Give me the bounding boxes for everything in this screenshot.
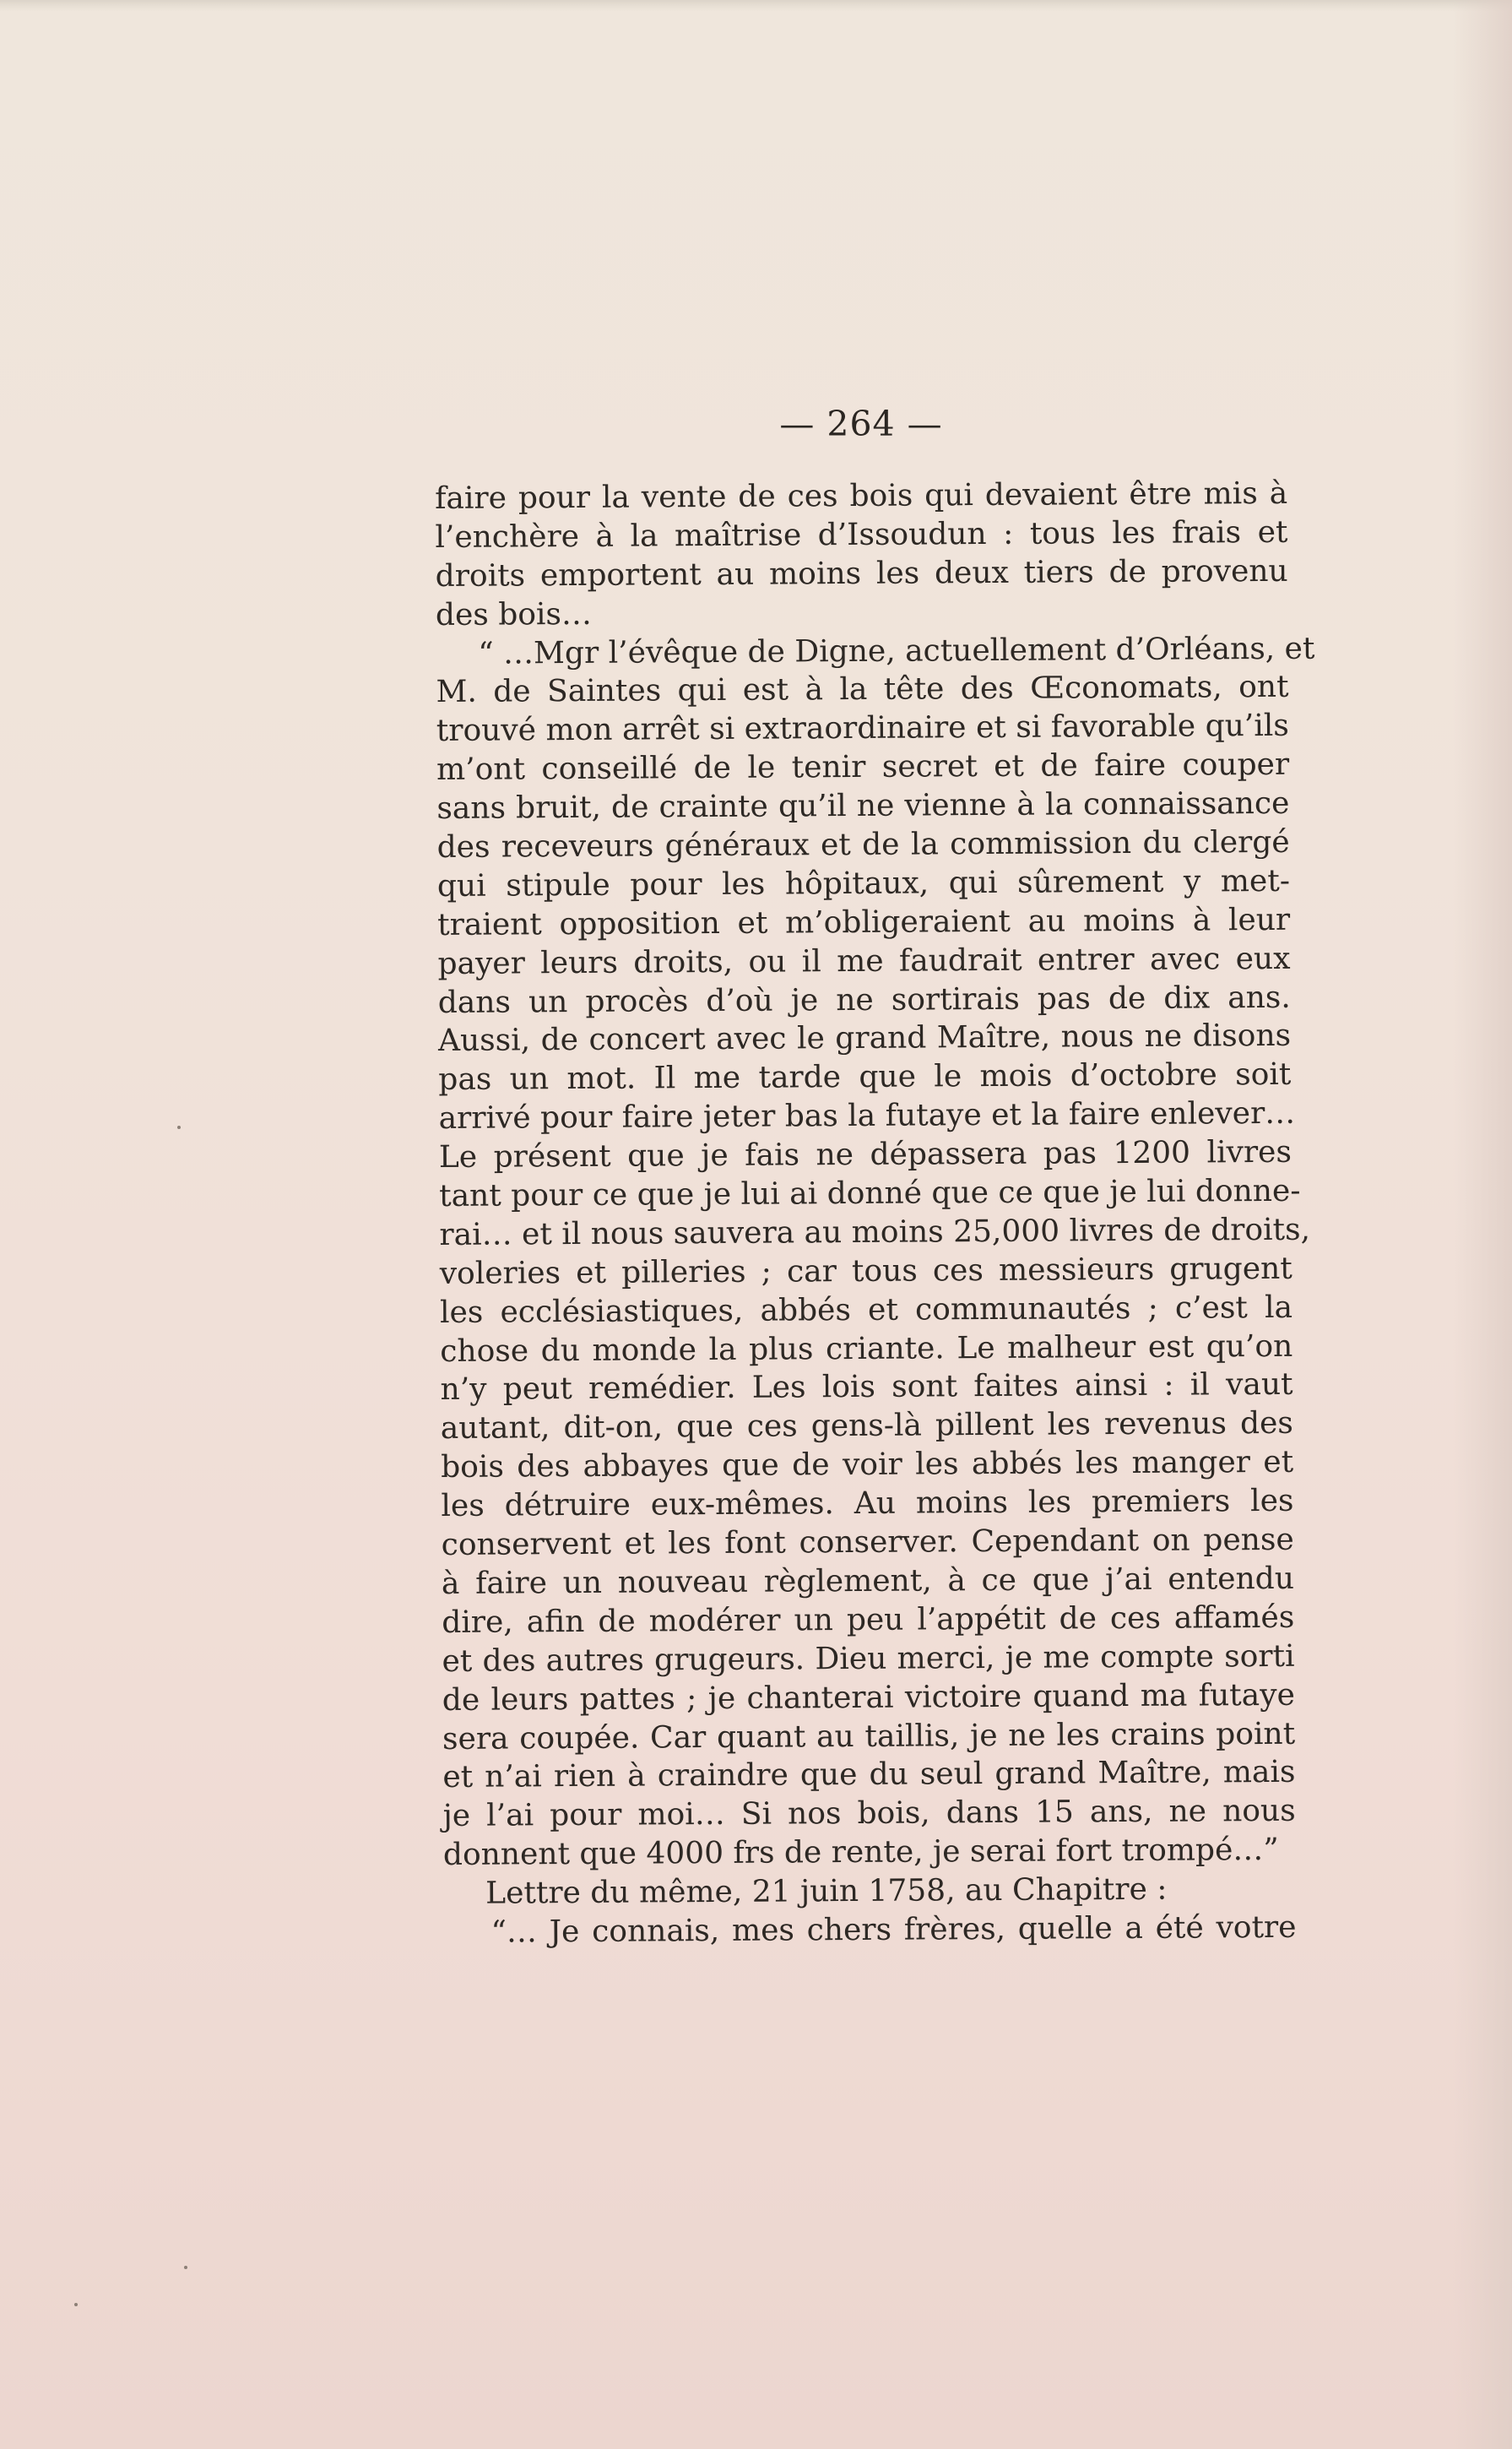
- text-line: tant pour ce que je lui ai donné que ce que je lui donne-: [439, 1173, 1301, 1214]
- text-line: payer leurs droits, ou il me faudrait entrer avec eux: [437, 941, 1291, 981]
- text-line: n’y peut remédier. Les lois sont faites ainsi : il vaut: [440, 1367, 1293, 1408]
- text-line: “ …Mgr l’évêque de Digne, actuellement d’Orléans, et: [478, 631, 1315, 671]
- paper-speck: [177, 1126, 181, 1129]
- text-line: dans un procès d’où je ne sortirais pas de dix ans.: [437, 980, 1291, 1020]
- text-line: autant, dit-on, que ces gens-là pillent les revenus des: [440, 1406, 1293, 1447]
- text-line: conservent et les font conserver. Cependant on pense: [441, 1522, 1294, 1563]
- page-gutter-shadow: [1453, 0, 1512, 2449]
- text-line: et n’ai rien à craindre que du seul grand Maître, mais: [442, 1755, 1296, 1795]
- text-line: qui stipule pour les hôpitaux, qui sûrement y met-: [436, 863, 1291, 904]
- text-line: chose du monde la plus criante. Le malheur est qu’on: [440, 1328, 1293, 1369]
- page-number: — 264 —: [779, 404, 943, 444]
- text-line: dire, afin de modérer un peu l’appétit de ces affamés: [442, 1599, 1295, 1640]
- text-line: traient opposition et m’obligeraient au moins à leur: [437, 902, 1291, 942]
- text-line: faire pour la vente de ces bois qui devaient être mis à: [435, 475, 1288, 516]
- page-top-edge: [0, 0, 1512, 12]
- text-line: sans bruit, de crainte qu’il ne vienne à la connaissance: [436, 785, 1290, 827]
- body-text: [435, 475, 1315, 1952]
- text-line: Le présent que je fais ne dépassera pas 1200 livres: [438, 1134, 1293, 1176]
- text-line: rai… et il nous sauvera au moins 25,000 livres de droits,: [439, 1212, 1311, 1252]
- text-line: des receveurs généraux et de la commission du clergé: [436, 824, 1290, 866]
- text-line: et des autres grugeurs. Dieu merci, je me compte sorti: [442, 1638, 1295, 1679]
- text-line: voleries et pilleries ; car tous ces messieurs grugent: [439, 1251, 1293, 1291]
- paper-speck: [184, 2266, 187, 2269]
- text-line: donnent que 4000 frs de rente, je serai fort trompé…”: [442, 1833, 1279, 1873]
- text-line: pas un mot. Il me tarde que le mois d’octobre soit: [438, 1057, 1292, 1098]
- text-line: “… Je connais, mes chers frères, quelle a été votre: [490, 1909, 1297, 1950]
- text-line: bois des abbayes que de voir les abbés les manger et: [441, 1445, 1294, 1485]
- paper-speck: [74, 2303, 78, 2306]
- text-line: des bois…: [435, 596, 593, 633]
- text-line: l’enchère à la maîtrise d’Issoudun : tous les frais et: [435, 514, 1288, 555]
- text-line: à faire un nouveau règlement, à ce que j’ai entendu: [441, 1561, 1295, 1601]
- text-line: m’ont conseillé de le tenir secret et de faire couper: [436, 747, 1290, 788]
- text-line: M. de Saintes qui est à la tête des Œconomats, ont: [436, 670, 1289, 710]
- text-line: je l’ai pour moi… Si nos bois, dans 15 ans, ne nous: [442, 1794, 1296, 1834]
- text-line: les détruire eux-mêmes. Au moins les premiers les: [441, 1483, 1294, 1524]
- text-line: les ecclésiastiques, abbés et communautés ; c’est la: [439, 1290, 1293, 1330]
- text-line: Aussi, de concert avec le grand Maître, nous ne disons: [437, 1018, 1292, 1059]
- text-line: Lettre du même, 21 juin 1758, au Chapitre :: [485, 1871, 1168, 1911]
- text-line: sera coupée. Car quant au taillis, je ne les crains point: [442, 1716, 1296, 1757]
- text-line: trouvé mon arrêt si extraordinaire et si favorable qu’ils: [436, 709, 1289, 749]
- text-line: arrivé pour faire jeter bas la futaye et la faire enlever…: [438, 1096, 1296, 1137]
- text-line: de leurs pattes ; je chanterai victoire quand ma futaye: [442, 1677, 1295, 1718]
- text-line: droits emportent au moins les deux tiers de provenu: [435, 553, 1288, 594]
